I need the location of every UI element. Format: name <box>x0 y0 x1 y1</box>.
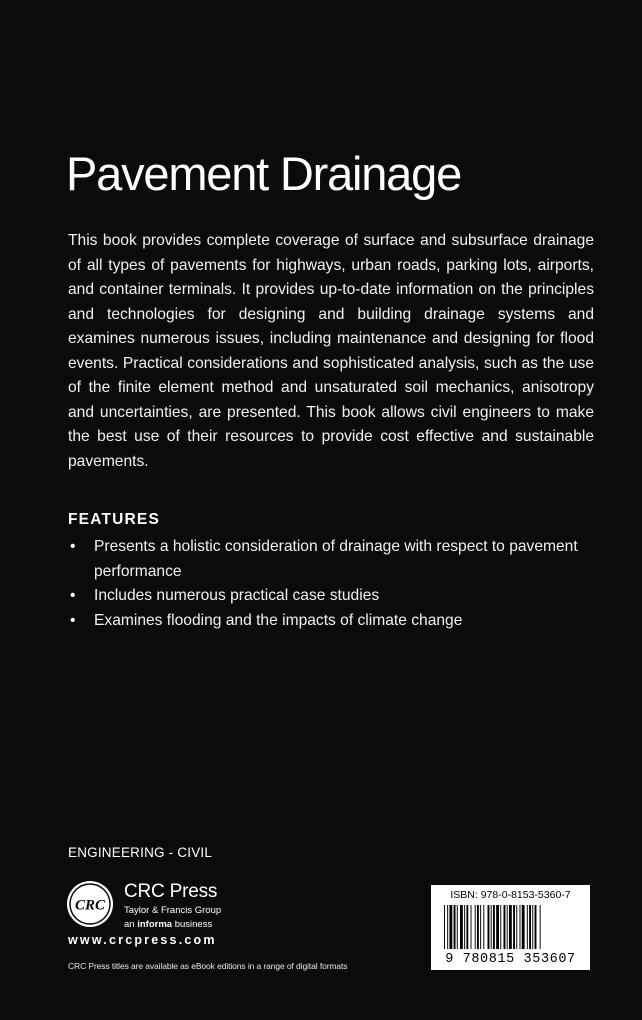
barcode-bar <box>535 905 537 949</box>
bullet-icon: • <box>70 611 76 629</box>
barcode-bar <box>522 905 525 949</box>
barcode-bar <box>532 905 533 949</box>
barcode-bar <box>509 905 512 949</box>
barcode-bar <box>475 905 476 949</box>
barcode-bar <box>520 905 521 949</box>
barcode-bar <box>480 905 481 949</box>
category-label: ENGINEERING - CIVIL <box>68 845 213 860</box>
book-description: This book provides complete coverage of surface and subsurface drainage of all types of pavements for highways, urban roads, parking lots, airports, and container terminals. It provides up-to-date information on the principles and technologies for designing and building drainage systems and examines numerous issues, including maintenance and designing for flood events. Practical considerations and sophisticated analysis, such as the use of the finite element method and unsaturated soil mechanics, anisotropy and uncertainties, are presented. This book allows civil engineers to make the best use of their resources to provide cost effective and sustainable pavements. <box>68 232 594 470</box>
barcode-bar <box>464 905 465 949</box>
barcode-bar <box>504 905 506 949</box>
publisher-group: Taylor & Francis Group <box>124 905 222 916</box>
barcode-bar <box>500 905 501 949</box>
barcode-bar <box>540 905 541 949</box>
feature-item <box>68 535 588 584</box>
features-list <box>68 535 588 633</box>
barcode-bar <box>493 905 495 949</box>
publisher-url[interactable]: www.crcpress.com <box>68 933 217 947</box>
barcode-bar <box>449 905 452 949</box>
barcode-bar <box>444 905 445 949</box>
barcode-bar <box>454 905 456 949</box>
barcode-bar <box>483 905 484 949</box>
bullet-icon: • <box>70 538 76 555</box>
barcode-digits: 9 780815 353607 <box>445 952 576 967</box>
isbn-barcode <box>431 885 590 970</box>
barcode-bar <box>507 905 508 949</box>
feature-item <box>68 584 588 609</box>
barcode-bar <box>460 905 463 949</box>
barcode-bar <box>447 905 448 949</box>
crc-logo-icon <box>66 880 114 928</box>
barcode-bar <box>496 905 499 949</box>
barcode-bar <box>466 905 468 949</box>
feature-text: Presents a holistic consideration of drainage with respect to pavement performance <box>94 538 578 580</box>
crc-logo-text: CRC <box>74 897 106 914</box>
barcode-bar <box>477 905 479 949</box>
barcode-bar <box>488 905 490 949</box>
publisher-informa: an informa business <box>124 919 213 930</box>
features-heading: FEATURES <box>68 511 160 528</box>
feature-text: Includes numerous practical case studies <box>94 587 380 604</box>
feature-item <box>68 609 588 634</box>
isbn-text: ISBN: 978-0-8153-5360-7 <box>450 889 571 901</box>
barcode-bar <box>529 905 531 949</box>
barcode-bar <box>527 905 528 949</box>
publisher-name: CRC Press <box>124 881 218 902</box>
book-title: Pavement Drainage <box>66 147 462 200</box>
barcode-bar <box>471 905 472 949</box>
barcode-bar <box>516 905 517 949</box>
barcode-bars <box>436 905 585 955</box>
barcode-bar <box>457 905 458 949</box>
bullet-icon: • <box>70 587 76 604</box>
barcode-bar <box>513 905 515 949</box>
barcode-bar <box>491 905 492 949</box>
feature-text: Examines flooding and the impacts of climate change <box>94 611 463 629</box>
ebook-note: CRC Press titles are available as eBook editions in a range of digital formats <box>68 961 348 971</box>
